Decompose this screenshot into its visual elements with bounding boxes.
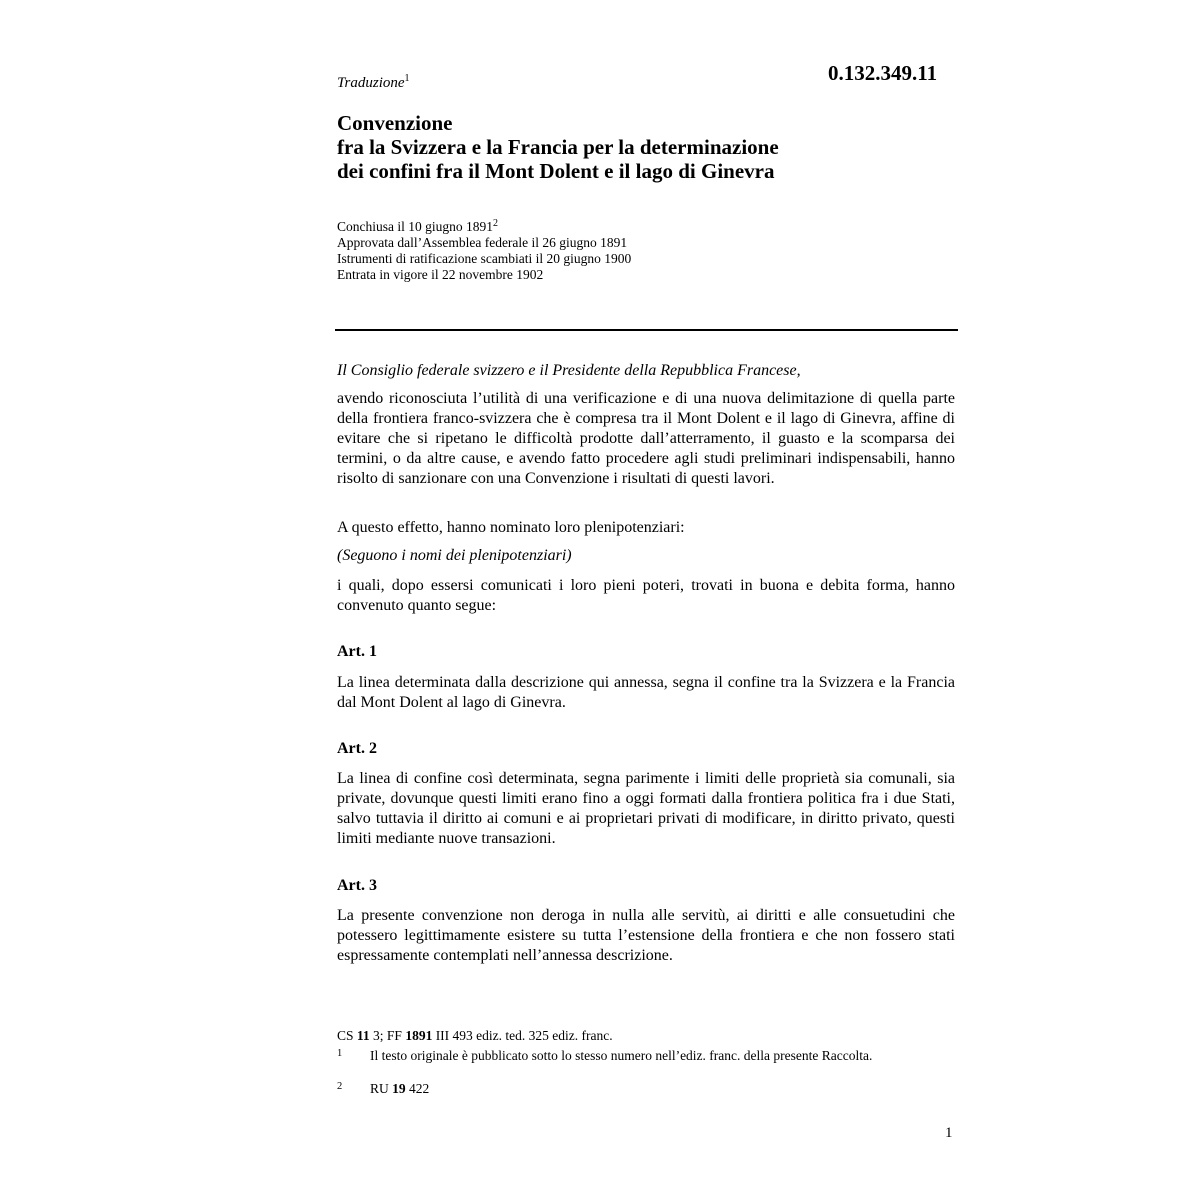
preamble-recital: avendo riconosciuta l’utilità di una verificazione e di una nuova delimitazione di quella parte della frontiera franco-svizzera che è compresa tra il Mont Dolent e il lago di Ginevra, affine di evitare che si ripetano le difficoltà prodotte dall’atterramento, il guasto e la scomparsa dei termini, o da altre cause, e avendo fatto procedere agli studi preliminari indispensabili, hanno risolto di sanzionare con una Convenzione i risultati di questi lavori. (337, 390, 955, 487)
concluded-text: Conchiusa il 10 giugno 1891 (337, 219, 493, 234)
preamble-appointment: A questo effetto, hanno nominato loro plenipotenziari: (337, 519, 685, 536)
article-3-text: La presente convenzione non deroga in nulla alle servitù, ai diritti e alle consuetudini che potessero legittimamente esistere su tutta l’estensione della frontiera e che non fossero stati espressamente contemplati nell’annessa descrizione. (337, 907, 955, 964)
sr-number: 0.132.349.11 (828, 61, 938, 85)
translation-label (337, 75, 410, 92)
treaty-metadata (337, 219, 957, 283)
cs-prefix: CS (337, 1028, 357, 1043)
preamble-agreement: i quali, dopo essersi comunicati i loro pieni poteri, trovati in buona e debita forma, hanno convenuto quanto segue: (337, 577, 955, 614)
article-1-heading: Art. 1 (337, 643, 377, 660)
article-1-text: La linea determinata dalla descrizione qui annessa, segna il confine tra la Svizzera e la Francia dal Mont Dolent al lago di Ginevra. (337, 674, 955, 711)
title-line-3: dei confini fra il Mont Dolent e il lago di Ginevra (337, 159, 775, 183)
ru-page: 422 (405, 1081, 430, 1096)
cs-volume: 11 (356, 1028, 370, 1043)
cs-rest: 3; FF (369, 1028, 406, 1043)
source-reference (337, 1028, 937, 1044)
footnote-2-text (370, 1081, 940, 1097)
footnote-ref-2[interactable]: 2 (493, 218, 498, 229)
translation-text: Traduzione (337, 75, 405, 91)
ratification-date: Istrumenti di ratificazione scambiati il 20 giugno 1900 (337, 251, 632, 266)
document-title (337, 111, 957, 183)
ru-prefix: RU (370, 1081, 393, 1096)
footnote-1-number: 1 (337, 1048, 343, 1059)
article-2-text: La linea di confine così determinata, segna parimente i limiti delle proprietà sia comunali, sia private, dovunque questi limiti erano fino a oggi formati dalla frontiera politica fra i due Stati, salvo tuttavia il diritto ai comuni e ai proprietari privati di modificare, in diritto privato, questi limiti mediante nuove transazioni. (337, 770, 955, 847)
entry-into-force-date: Entrata in vigore il 22 novembre 1902 (337, 267, 544, 282)
article-2-heading: Art. 2 (337, 740, 377, 757)
ru-volume: 19 (392, 1081, 406, 1096)
concluded-date (337, 219, 957, 235)
footnote-2-number: 2 (337, 1081, 343, 1092)
preamble-parties: Il Consiglio federale svizzero e il Presidente della Repubblica Francese, (337, 362, 801, 379)
ff-year: 1891 (405, 1028, 433, 1043)
plenipotentiaries-note: (Seguono i nomi dei plenipotenziari) (337, 547, 572, 564)
footnote-1-text: Il testo originale è pubblicato sotto lo stesso numero nell’ediz. franc. della presente Raccolta. (370, 1048, 873, 1063)
approval-date: Approvata dall’Assemblea federale il 26 giugno 1891 (337, 235, 628, 250)
horizontal-divider (335, 329, 958, 331)
footnote-ref-1[interactable]: 1 (404, 73, 410, 84)
article-3-heading: Art. 3 (337, 877, 377, 894)
ff-rest: III 493 ediz. ted. 325 ediz. franc. (432, 1028, 613, 1043)
title-line-1: Convenzione (337, 111, 453, 135)
title-line-2: fra la Svizzera e la Francia per la determinazione (337, 135, 779, 159)
page-number: 1 (945, 1125, 953, 1141)
